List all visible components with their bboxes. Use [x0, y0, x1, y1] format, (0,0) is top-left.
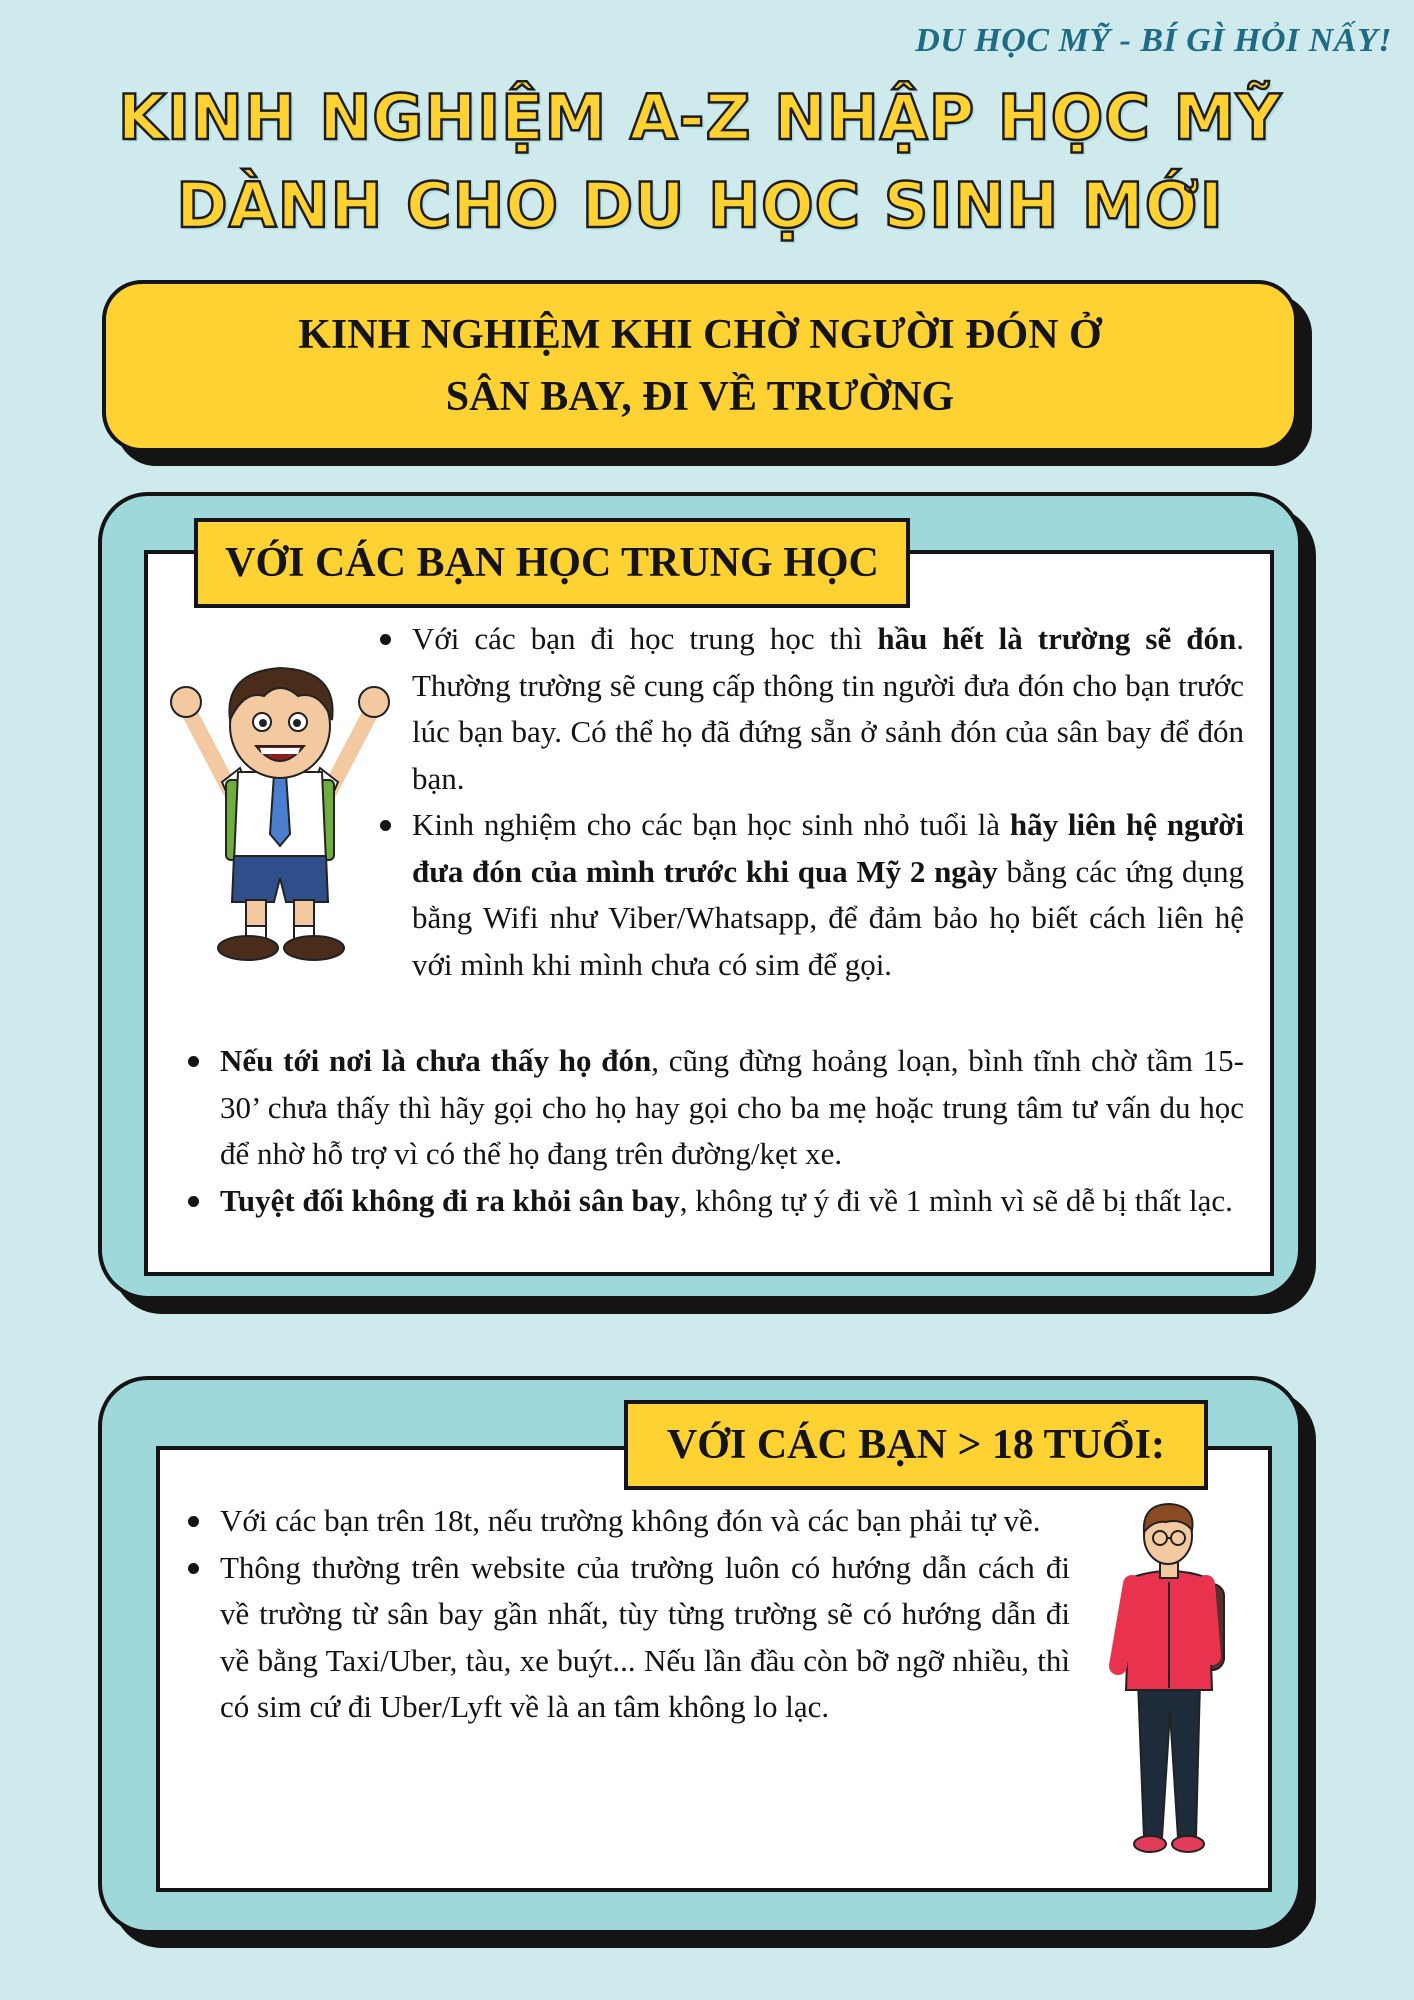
banner-line-1: KINH NGHIỆM KHI CHỜ NGƯỜI ĐÓN Ở [298, 312, 1102, 358]
highschool-heading: VỚI CÁC BẠN HỌC TRUNG HỌC [194, 518, 910, 608]
student-man-illustration [1100, 1498, 1240, 1862]
highschool-list-top [368, 616, 1244, 988]
page-title-line-1: KINH NGHIỆM A-Z NHẬP HỌC MỸ [117, 81, 1283, 154]
page-title-line-2: DÀNH CHO DU HỌC SINH MỚI [176, 169, 1224, 242]
list-item: Nếu tới nơi là chưa thấy họ đón, cũng đừng hoảng loạn, bình tĩnh chờ tầm 15-30’ chưa thấy thì hãy gọi cho họ hay gọi cho ba mẹ hoặc trung tâm tư vấn du học để nhờ hỗ trợ vì có thể họ đang trên đường/kẹt xe. [176, 1038, 1244, 1178]
page-title [0, 74, 1400, 250]
list-item: Kinh nghiệm cho các bạn học sinh nhỏ tuổi là hãy liên hệ người đưa đón của mình trước khi qua Mỹ 2 ngày bằng các ứng dụng bằng Wifi như Viber/Whatsapp, để đảm bảo họ biết cách liên hệ với mình khi mình chưa có sim để gọi. [368, 802, 1244, 988]
adult-list [176, 1498, 1070, 1731]
adult-heading: VỚI CÁC BẠN > 18 TUỔI: [624, 1400, 1208, 1490]
list-item: Với các bạn trên 18t, nếu trường không đón và các bạn phải tự về. [176, 1498, 1070, 1545]
highschool-list-bottom [176, 1038, 1244, 1224]
tagline: DU HỌC MỸ - BÍ GÌ HỎI NẤY! [915, 22, 1392, 59]
banner-line-2: SÂN BAY, ĐI VỀ TRƯỜNG [445, 374, 955, 420]
list-item: Với các bạn đi học trung học thì hầu hết là trường sẽ đón. Thường trường sẽ cung cấp thông tin người đưa đón cho bạn trước lúc bạn bay. Có thể họ đã đứng sẵn ở sảnh đón của sân bay để đón bạn. [368, 616, 1244, 802]
list-item: Tuyệt đối không đi ra khỏi sân bay, không tự ý đi về 1 mình vì sẽ dễ bị thất lạc. [176, 1178, 1244, 1225]
list-item: Thông thường trên website của trường luôn có hướng dẫn cách đi về trường từ sân bay gần nhất, tùy từng trường sẽ có hướng dẫn đi về bằng Taxi/Uber, tàu, xe buýt... Nếu lần đầu còn bỡ ngỡ nhiều, thì có sim cứ đi Uber/Lyft về là an tâm không lo lạc. [176, 1545, 1070, 1731]
schoolboy-illustration [160, 650, 400, 970]
section-banner [102, 280, 1298, 452]
